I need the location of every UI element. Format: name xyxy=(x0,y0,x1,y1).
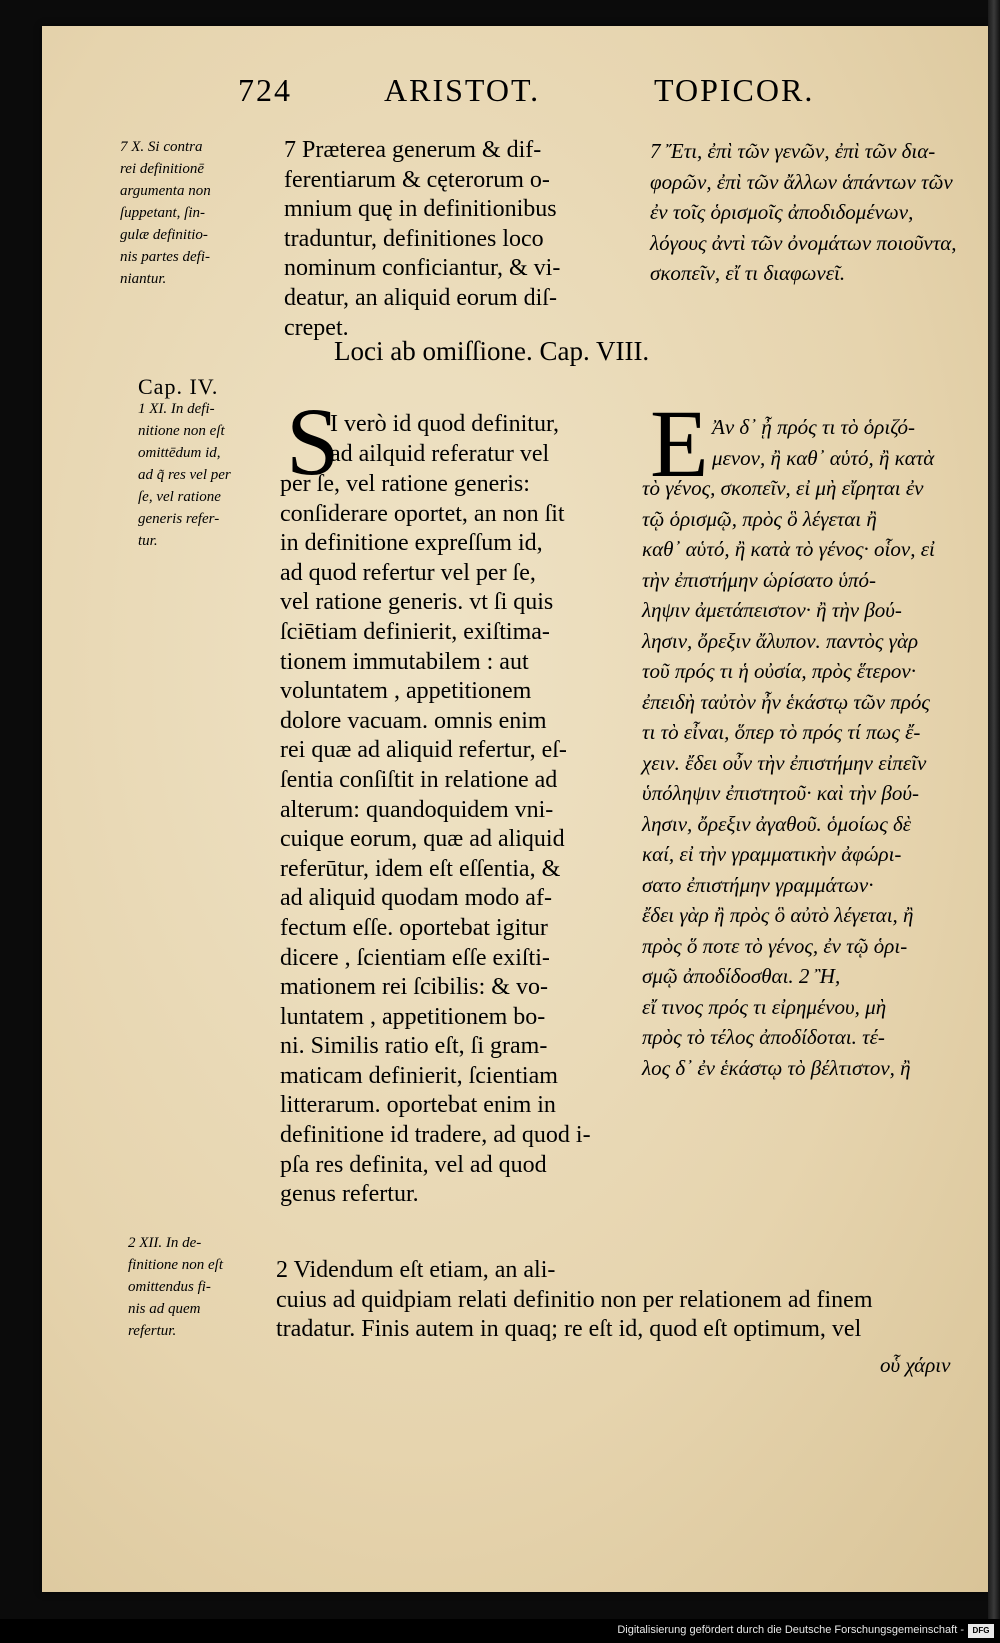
margin-line: nis partes defi- xyxy=(120,249,210,265)
text-line: ni. Similis ratio eſt, ſi gram- xyxy=(280,1033,548,1060)
text-line: τῷ ὁρισμῷ, πρὸς ὃ λέγεται ἢ xyxy=(642,506,877,531)
margin-note-xi xyxy=(138,376,278,552)
text-line: ferentiarum & cęterorum o- xyxy=(284,166,550,193)
digitization-footer xyxy=(0,1619,1000,1643)
catchword: οὗ χάριν xyxy=(880,1353,951,1377)
text-line: I verò id quod definitur, xyxy=(330,411,559,437)
text-line: ſciētiam definierit, exiſtima- xyxy=(280,618,550,645)
footer-credit: Digitalisierung gefördert durch die Deutsche Forschungsgemeinschaft - xyxy=(617,1624,964,1636)
text-line: λησιν, ὄρεξιν ἀγαθοῦ. ὁμοίως δὲ xyxy=(642,811,912,836)
greek-drop-cap: Ε xyxy=(650,390,709,497)
text-line: καί, εἰ τὴν γραμματικὴν ἀφώρι- xyxy=(642,842,902,866)
margin-line: 1 XI. In defi- xyxy=(138,401,215,417)
chapter-head-iv: Cap. IV. xyxy=(138,374,219,399)
margin-note-xii xyxy=(128,1232,273,1342)
text-line: ληψιν ἀμετάπειστον· ἢ τὴν βού- xyxy=(642,598,902,622)
text-line: crepet. xyxy=(284,314,349,341)
text-line: cuique eorum, quæ ad aliquid xyxy=(280,826,565,853)
margin-line: omittēdum id, xyxy=(138,445,221,461)
text-line: nominum conficiantur, & vi- xyxy=(284,255,561,282)
text-line: πρὸς τὸ τέλος ἀποδίδοται. τέ- xyxy=(642,1025,885,1049)
text-line: ad aliquid quodam modo af- xyxy=(280,885,552,912)
text-line: luntatem , appetitionem bo- xyxy=(280,1003,546,1030)
text-line: tionem immutabilem : aut xyxy=(280,648,529,675)
text-line: πρὸς ὅ ποτε τὸ γένος, ἐν τῷ ὁρι- xyxy=(642,933,908,958)
text-line: Ἀν δ᾽ ᾖ πρός τι τὸ ὁριζό- xyxy=(712,415,916,439)
latin-main-paragraph xyxy=(280,470,625,1210)
text-line: pſa res definita, vel ad quod xyxy=(280,1151,547,1178)
margin-line: nis ad quem xyxy=(128,1301,201,1317)
text-line: σατο ἐπιστήμην γραμμάτων· xyxy=(642,872,874,897)
text-line: εἴ τινος πρός τι εἰρημένου, μὴ xyxy=(642,994,887,1019)
text-line: mnium quę in definitionibus xyxy=(284,196,557,223)
margin-line: finitione non eſt xyxy=(128,1257,223,1273)
text-line: λόγους ἀντὶ τῶν ὀνομάτων ποιοῦντα, xyxy=(650,230,957,255)
text-line: τοῦ πρός τι ἡ οὐσία, πρὸς ἕτερον· xyxy=(642,659,916,683)
text-line: vel ratione generis. vt ſi quis xyxy=(280,589,554,616)
margin-line: nitione non eſt xyxy=(138,423,225,439)
margin-line: argumenta non xyxy=(120,183,211,199)
text-line: dicere , ſcientiam eſſe exiſti- xyxy=(280,944,550,971)
latin-main-first-lines xyxy=(330,410,630,469)
margin-line: generis refer- xyxy=(138,511,220,527)
text-line: maticam definierit, ſcientiam xyxy=(280,1062,558,1089)
margin-line: 7 X. Si contra xyxy=(120,139,203,155)
text-line: ἐπειδὴ ταὐτὸν ἦν ἑκάστῳ τῶν πρός xyxy=(642,689,930,714)
text-line: referūtur, idem eſt eſſentia, & xyxy=(280,855,561,882)
section-heading: Loci ab omiſſione. Cap. VIII. xyxy=(334,336,650,366)
text-line: ὑπόληψιν ἐπιστητοῦ· καὶ τὴν βού- xyxy=(642,781,919,805)
text-line: σμῷ ἀποδίδοσθαι. 2 Ἢ, xyxy=(642,964,841,988)
margin-line: 2 XII. In de- xyxy=(128,1235,202,1251)
text-line: ad ailquid referatur vel xyxy=(330,440,550,467)
text-line: χειν. ἔδει οὖν τὴν ἐπιστήμην εἰπεῖν xyxy=(642,750,927,775)
text-line: 7 Præterea generum & dif- xyxy=(284,137,542,163)
text-line: ad quod refertur vel per ſe, xyxy=(280,559,536,586)
text-line: litterarum. oportebat enim in xyxy=(280,1092,556,1119)
text-line: λος δ᾽ ἐν ἑκάστῳ τὸ βέλτιστον, ἢ xyxy=(642,1055,911,1080)
text-line: ἐν τοῖς ὁρισμοῖς ἀποδιδομένων, xyxy=(650,200,914,224)
running-header xyxy=(238,72,938,112)
text-line: ἔδει γὰρ ἢ πρὸς ὃ αὐτὸ λέγεται, ἢ xyxy=(642,903,914,927)
text-line: τὸ γένος, σκοπεῖν, εἰ μὴ εἴρηται ἐν xyxy=(642,476,924,500)
text-line: rei quæ ad aliquid refertur, eſ- xyxy=(280,737,567,764)
text-line: cuius ad quidpiam relati definitio non per relationem ad finem xyxy=(276,1286,873,1313)
text-line: genus refertur. xyxy=(280,1181,419,1208)
latin-bottom-paragraph xyxy=(276,1256,986,1345)
margin-line: niantur. xyxy=(120,271,167,287)
greek-main-first-lines xyxy=(712,412,982,473)
margin-line: tur. xyxy=(138,533,158,549)
latin-drop-cap: S xyxy=(286,388,340,495)
text-line: mationem rei ſcibilis: & vo- xyxy=(280,974,548,1001)
text-line: voluntatem , appetitionem xyxy=(280,678,532,705)
margin-line: ſe, vel ratione xyxy=(138,489,221,505)
book-edge xyxy=(988,0,1000,1620)
margin-line: omittendus fi- xyxy=(128,1279,211,1295)
margin-line: ad q̃ res vel per xyxy=(138,467,231,483)
text-line: dolore vacuam. omnis enim xyxy=(280,707,547,734)
text-line: in definitione expreſſum id, xyxy=(280,530,543,557)
text-line: 2 Videndum eſt etiam, an ali- xyxy=(276,1257,556,1283)
text-line: per ſe, vel ratione generis: xyxy=(280,471,530,497)
text-line: deatur, an aliquid eorum diſ- xyxy=(284,284,557,311)
greek-top-paragraph xyxy=(650,136,980,289)
text-line: fectum eſſe. oportebat igitur xyxy=(280,914,548,941)
greek-main-paragraph xyxy=(642,473,982,1083)
text-line: τι τὸ εἶναι, ὅπερ τὸ πρός τί πως ἔ- xyxy=(642,720,921,744)
text-line: alterum: quandoquidem vni- xyxy=(280,796,554,823)
text-line: 7 Ἔτι, ἐπὶ τῶν γενῶν, ἐπὶ τῶν δια- xyxy=(650,139,936,163)
margin-line: ſuppetant, ſin- xyxy=(120,205,205,221)
latin-top-paragraph xyxy=(284,136,624,343)
running-title-right: TOPICOR. xyxy=(654,72,815,108)
running-title-left: ARISTOT. xyxy=(384,72,541,108)
margin-line: rei definitionē xyxy=(120,161,205,177)
margin-note-x xyxy=(120,136,270,290)
text-line: μενον, ἢ καθ᾽ αὑτό, ἢ κατὰ xyxy=(712,445,935,470)
dfg-logo-icon: DFG xyxy=(968,1624,994,1638)
text-line: conſiderare oportet, an non ſit xyxy=(280,500,565,527)
page-number: 724 xyxy=(238,72,292,108)
text-line: ſentia conſiſtit in relatione ad xyxy=(280,766,558,793)
text-line: σκοπεῖν, εἴ τι διαφωνεῖ. xyxy=(650,261,846,285)
text-line: tradatur. Finis autem in quaq; re eſt id, quod eſt optimum, vel xyxy=(276,1316,862,1343)
text-line: φορῶν, ἐπὶ τῶν ἄλλων ἁπάντων τῶν xyxy=(650,169,953,194)
text-line: definitione id tradere, ad quod i- xyxy=(280,1122,591,1149)
margin-line: gulæ definitio- xyxy=(120,227,208,243)
text-line: traduntur, definitiones loco xyxy=(284,225,544,252)
text-line: λησιν, ὄρεξιν ἄλυπον. παντὸς γὰρ xyxy=(642,628,919,653)
margin-line: refertur. xyxy=(128,1323,177,1339)
text-line: τὴν ἐπιστήμην ὡρίσατο ὑπό- xyxy=(642,567,876,592)
text-line: καθ᾽ αὑτό, ἢ κατὰ τὸ γένος· οἷον, εἰ xyxy=(642,537,935,561)
